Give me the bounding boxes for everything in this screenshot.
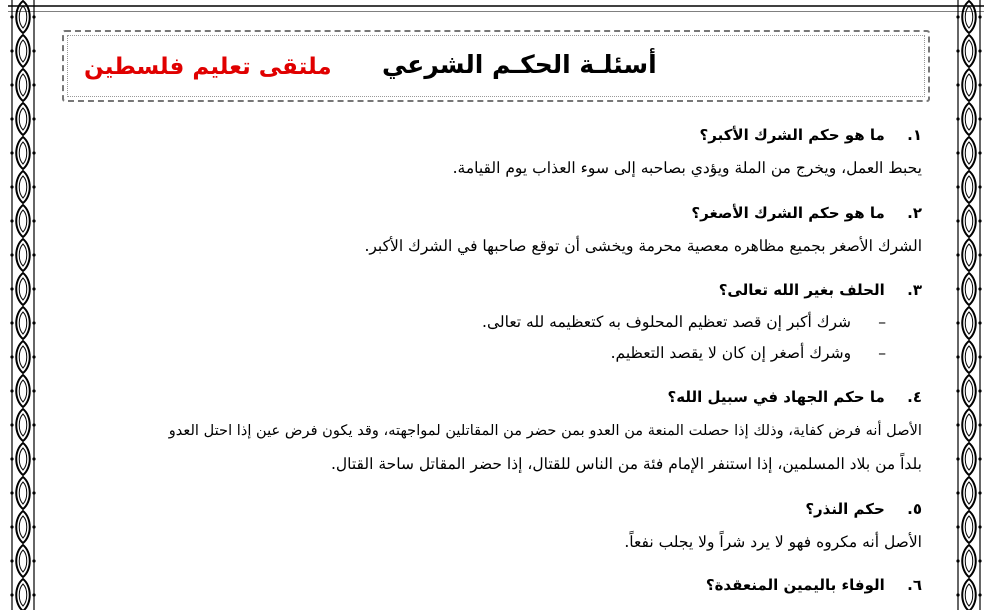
question-text: ما حكم الجهاد في سبيل الله؟ — [667, 388, 885, 406]
answer-4-line-2: بلداً من بلاد المسلمين، إذا استنفر الإمام فئة من الناس للقتال، إذا حضر المقاتل ساحة القتال. — [330, 455, 922, 473]
header-banner — [62, 30, 930, 102]
answer-1: يحبط العمل، ويخرج من الملة ويؤدي بصاحبه إلى سوء العذاب يوم القيامة. — [452, 159, 922, 177]
question-text: الحلف بغير الله تعالى؟ — [718, 281, 885, 299]
border-chain-ornament — [8, 0, 38, 610]
question-6 — [706, 576, 922, 594]
answer-2: الشرك الأصغر بجميع مظاهره معصية محرمة ويخشى أن توقع صاحبها في الشرك الأكبر. — [364, 237, 922, 255]
page-border-left — [8, 0, 38, 610]
question-3 — [719, 281, 922, 299]
page-title: أسئلـة الحكـم الشرعي — [382, 50, 657, 79]
page-border-right — [954, 0, 984, 610]
answer-4-line-1: الأصل أنه فرض كفاية، وذلك إذا حصلت المنعة من العدو بمن حضر من المقاتلين لمواجهته، وقد يكون فرض عين إذا احتل العدو — [168, 422, 922, 439]
question-number: ٣. — [907, 281, 922, 299]
question-number: ٤. — [907, 388, 922, 406]
answer-3-bullet-2 — [611, 344, 886, 362]
question-number: ٥. — [907, 500, 922, 518]
question-4 — [668, 388, 922, 406]
answer-3-bullet-1 — [482, 313, 886, 331]
answer-5: الأصل أنه مكروه فهو لا يرد شراً ولا يجلب نفعاً. — [624, 533, 922, 551]
question-text: الوفاء باليمين المنعقدة؟ — [705, 576, 885, 594]
border-top-ornament — [8, 3, 984, 12]
page-border-top — [8, 0, 984, 12]
bullet-dash: – — [878, 344, 886, 362]
question-1 — [700, 126, 922, 144]
site-name: ملتقى تعليم فلسطين — [84, 54, 332, 80]
bullet-text: شرك أكبر إن قصد تعظيم المحلوف به كتعظيمه لله تعالى. — [482, 313, 852, 331]
bullet-text: وشرك أصغر إن كان لا يقصد التعظيم. — [610, 344, 852, 362]
border-chain-ornament — [954, 0, 984, 610]
question-5 — [805, 500, 922, 518]
question-number: ١. — [907, 126, 922, 144]
question-text: ما هو حكم الشرك الأكبر؟ — [699, 126, 885, 144]
question-number: ٦. — [907, 576, 922, 594]
question-text: ما هو حكم الشرك الأصغر؟ — [691, 204, 885, 222]
question-number: ٢. — [907, 204, 922, 222]
question-2 — [691, 204, 922, 222]
question-text: حكم النذر؟ — [805, 500, 885, 518]
bullet-dash: – — [878, 313, 886, 331]
